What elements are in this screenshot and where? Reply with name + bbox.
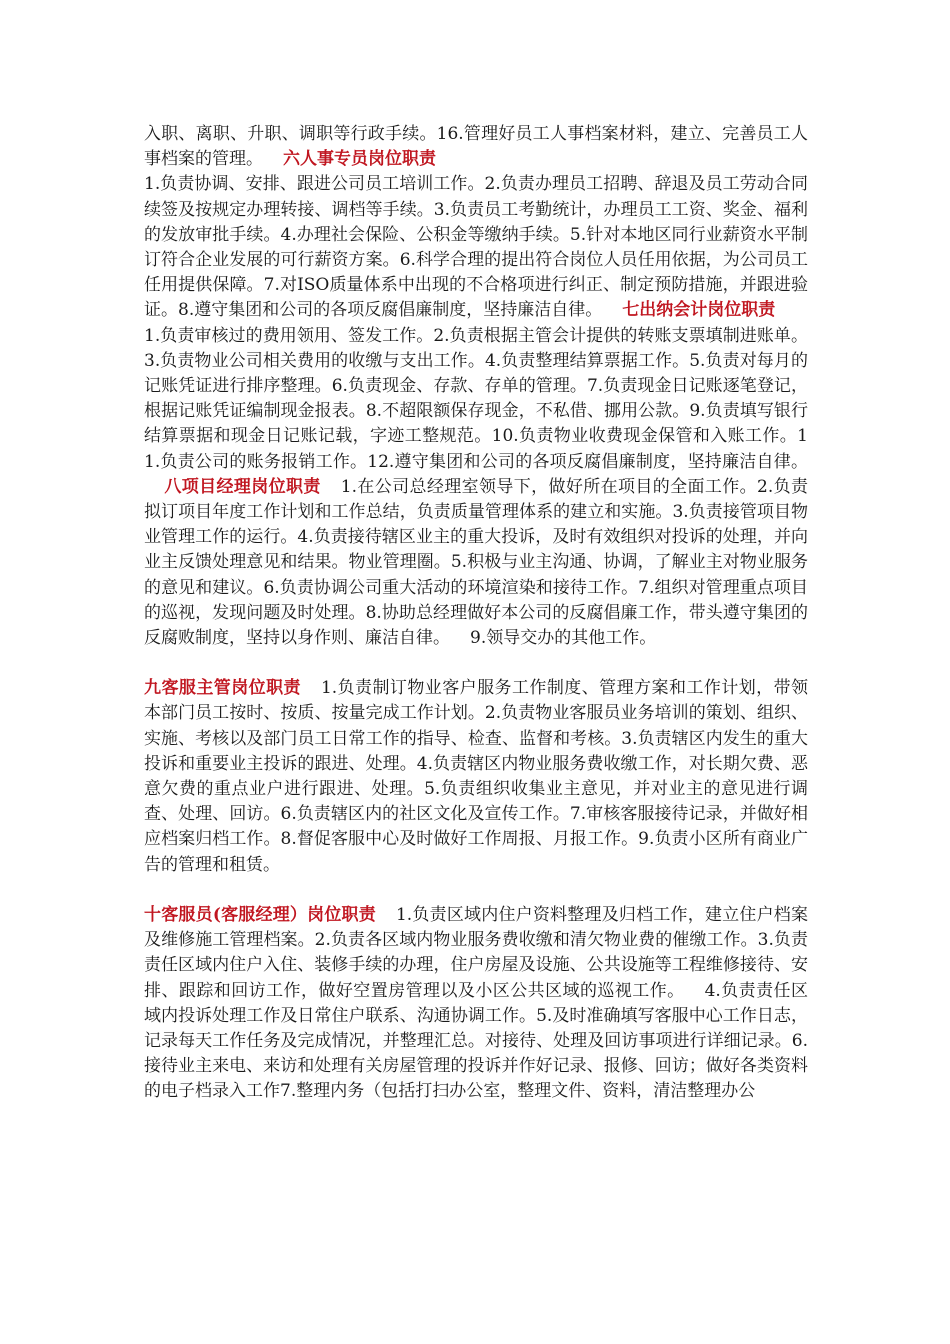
paragraph-service-staff	[144, 903, 808, 1105]
section-body-service-supervisor: 1.负责制订物业客户服务工作制度、管理方案和工作计划，带领本部门员工按时、按质、按量完成工作计划。2.负责物业客服员业务培训的策划、组织、实施、考核以及部门员工日常工作的指导、检查、监督和考核。3.负责辖区内发生的重大投诉和重要业主投诉的跟进、处理。4.负责辖区内物业服务费收缴工作，对长期欠费、恶意欠费的重点业户进行跟进、处理。5.负责组织收集业主意见，并对业主的意见进行调查、处理、回访。6.负责辖区内的社区文化及宣传工作。7.审核客服接待记录，并做好相应档案归档工作。8.督促客服中心及时做好工作周报、月报工作。9.负责小区所有商业广告的管理和租赁。	[144, 678, 809, 875]
section-body-project-manager-tail: 9.领导交办的其他工作。	[470, 628, 657, 649]
document-page	[144, 122, 808, 1105]
paragraph-personnel	[144, 122, 808, 651]
section-heading-service-supervisor: 九客服主管岗位职责	[144, 678, 301, 699]
section-heading-hr-specialist: 六人事专员岗位职责	[283, 149, 436, 170]
section-heading-service-staff: 十客服员(客服经理）岗位职责	[144, 904, 376, 925]
section-body-hr-specialist: 1.负责协调、安排、跟进公司员工培训工作。2.负责办理员工招聘、辞退及员工劳动合同续签及按规定办理转接、调档等手续。3.负责员工考勤统计，办理员工工资、奖金、福利的发放审批手续。4.办理社会保险、公积金等缴纳手续。5.针对本地区同行业薪资水平制订符合企业发展的可行薪资方案。6.科学合理的提出符合岗位人员任用依据，为公司员工任用提供保障。7.对ISO质量体系中出现的不合格项进行纠正、制定预防措施，并跟进验证。8.遵守集团和公司的各项反腐倡廉制度，坚持廉洁自律。	[144, 174, 808, 321]
section-body-cashier: 1.负责审核过的费用领用、签发工作。2.负责根据主管会计提供的转账支票填制进账单。3.负责物业公司相关费用的收缴与支出工作。4.负责整理结算票据工作。5.负责对每月的记账凭证进行排序整理。6.负责现金、存款、存单的管理。7.负责现金日记账逐笔登记，根据记账凭证编制现金报表。8.不超限额保存现金，不私借、挪用公款。9.负责填写银行结算票据和现金日记账记载，字迹工整规范。10.负责物业收费现金保管和入账工作。11.负责公司的账务报销工作。12.遵守集团和公司的各项反腐倡廉制度，坚持廉洁自律。	[144, 325, 808, 472]
section-heading-cashier: 七出纳会计岗位职责	[622, 300, 776, 321]
paragraph-gap	[144, 878, 808, 903]
section-body-project-manager: 1.在公司总经理室领导下，做好所在项目的全面工作。2.负责拟订项目年度工作计划和工作总结，负责质量管理体系的建立和实施。3.负责接管项目物业管理工作的运行。4.负责接待辖区业主的重大投诉，及时有效组织对投诉的处理，并向业主反馈处理意见和结果。物业管理圈。5.积极与业主沟通、协调，了解业主对物业服务的意见和建议。6.负责协调公司重大活动的环境渲染和接待工作。7.组织对管理重点项目的巡视，发现问题及时处理。8.协助总经理做好本公司的反腐倡廉工作，带头遵守集团的反腐败制度，坚持以身作则、廉洁自律。	[144, 476, 808, 649]
paragraph-service-supervisor	[144, 676, 808, 878]
paragraph-gap	[144, 651, 808, 676]
section-body-service-staff: 1.负责区域内住户资料整理及归档工作，建立住户档案及维修施工管理档案。2.负责各区域内物业服务费收缴和清欠物业费的催缴工作。3.负责责任区域内住户入住、装修手续的办理，住户房屋及设施、公共设施等工程维修接待、安排、跟踪和回访工作，做好空置房管理以及小区公共区域的巡视工作。	[144, 904, 809, 1001]
section-heading-project-manager: 八项目经理岗位职责	[164, 476, 321, 497]
section-body-service-staff-cont: 4.负责责任区域内投诉处理工作及日常住户联系、沟通协调工作。5.及时准确填写客服中心工作日志，记录每天工作任务及完成情况，并整理汇总。对接待、处理及回访事项进行详细记录。6.接待业主来电、来访和处理有关房屋管理的投诉并作好记录、报修、回访；做好各类资料的电子档录入工作7.整理内务（包括打扫办公室，整理文件、资料，清洁整理办公	[144, 980, 808, 1102]
paragraph-continued-text: 入职、离职、升职、调职等行政手续。16.管理好员工人事档案材料，建立、完善员工人事档案的管理。	[144, 124, 808, 170]
